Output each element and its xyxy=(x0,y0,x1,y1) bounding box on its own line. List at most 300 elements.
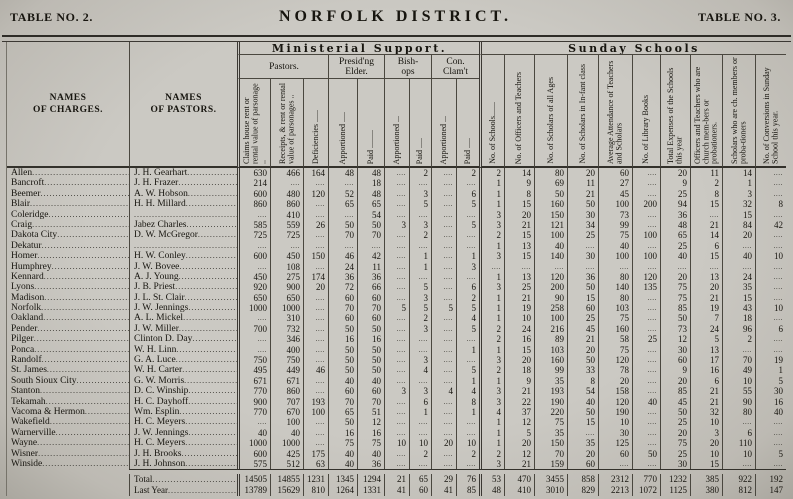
table-cell: .... xyxy=(237,262,270,272)
table-cell: 21 xyxy=(690,386,722,396)
table-cell: .... xyxy=(409,417,431,427)
table-cell: .... xyxy=(722,241,755,251)
table-cell: 8 xyxy=(456,397,479,407)
conference-statistics-table xyxy=(6,42,788,496)
dot-leader xyxy=(184,376,237,386)
vertical-label: Deficiencies ...... xyxy=(310,110,320,164)
table-cell: 72 xyxy=(328,282,357,292)
table-cell: 40 xyxy=(598,241,632,251)
table-cell: .... xyxy=(632,355,660,365)
charge-name-text: Wisner xyxy=(11,448,39,459)
table-cell: 40 xyxy=(722,251,755,261)
table-cell: 410 xyxy=(504,485,534,496)
table-cell: .... xyxy=(431,428,456,438)
vertical-label: Average Attendance of Teachers and Scholars xyxy=(606,60,624,164)
table-cell: 10 xyxy=(722,449,755,459)
charge-name-text: Ponca xyxy=(11,344,35,355)
charge-name-text: Pender xyxy=(11,323,38,334)
table-cell: 425 xyxy=(270,449,303,459)
pastor-name-text: G. W. Morris xyxy=(134,375,185,386)
table-cell: 15 xyxy=(722,293,755,303)
table-cell: 100 xyxy=(534,313,567,323)
col-header-ministerial-6 xyxy=(409,79,431,168)
pastor-name-text: J. H. Frazer xyxy=(134,178,179,189)
table-cell: .... xyxy=(431,459,456,469)
table-cell: 100 xyxy=(303,407,328,417)
table-cell: 33 xyxy=(567,365,598,375)
table-cell: 50 xyxy=(328,345,357,355)
charge-name xyxy=(7,251,129,261)
pastor-name-text: A. J. Young xyxy=(134,271,179,282)
table-cell: .... xyxy=(755,210,786,220)
pastor-name-text: Wm. Esplin xyxy=(134,406,180,417)
charge-name xyxy=(7,272,129,282)
table-cell: 3 xyxy=(409,324,431,334)
table-cell: 108 xyxy=(270,262,303,272)
table-cell: .... xyxy=(567,241,598,251)
table-cell: 50 xyxy=(357,345,384,355)
table-cell: 75 xyxy=(660,282,690,292)
charge-name-text: Warnerville xyxy=(11,427,56,438)
table-cell: 65 xyxy=(357,199,384,209)
table-cell: 120 xyxy=(534,272,567,282)
table-cell: 3 xyxy=(384,386,409,396)
table-cell: 43 xyxy=(722,303,755,313)
table-cell: .... xyxy=(456,230,479,240)
table-cell: 73 xyxy=(660,324,690,334)
pastors-header xyxy=(129,42,237,168)
table-cell: 10 xyxy=(598,417,632,427)
table-cell: 1 xyxy=(456,376,479,386)
table-cell: .... xyxy=(384,282,409,292)
charge-name-text: Oakland xyxy=(11,313,44,324)
table-cell: 6 xyxy=(456,189,479,199)
table-cell: .... xyxy=(632,241,660,251)
table-cell: .... xyxy=(632,293,660,303)
table-cell: 32 xyxy=(690,407,722,417)
table-cell: 3 xyxy=(479,386,504,396)
table-cell: 1000 xyxy=(270,438,303,448)
table-cell: 100 xyxy=(534,230,567,240)
table-cell: 36 xyxy=(567,272,598,282)
table-cell: 860 xyxy=(270,199,303,209)
pastor-name-text: J. H. Johnson xyxy=(134,458,186,469)
table-cell: .... xyxy=(431,417,456,427)
table-cell: .... xyxy=(431,293,456,303)
table-cell: 15 xyxy=(504,345,534,355)
table-cell: 30 xyxy=(598,428,632,438)
table-cell: 2 xyxy=(456,168,479,178)
table-cell: 3 xyxy=(479,397,504,407)
table-cell: .... xyxy=(456,459,479,469)
table-cell: 40 xyxy=(270,428,303,438)
dot-leader xyxy=(186,199,237,209)
table-cell: 2 xyxy=(690,178,722,188)
table-cell: .... xyxy=(384,241,409,251)
table-cell: .... xyxy=(409,334,431,344)
table-cell: 103 xyxy=(534,345,567,355)
table-cell: .... xyxy=(431,313,456,323)
pastor-name-text: J. W. Bovee xyxy=(134,261,180,272)
pastor-name xyxy=(129,407,237,417)
table-cell: 65 xyxy=(328,407,357,417)
table-cell: 89 xyxy=(534,334,567,344)
table-cell: 600 xyxy=(237,189,270,199)
table-cell: 920 xyxy=(237,282,270,292)
table-cell: 36 xyxy=(328,272,357,282)
table-cell: 21 xyxy=(504,386,534,396)
table-cell: .... xyxy=(632,313,660,323)
table-cell: 725 xyxy=(270,230,303,240)
table-cell: .... xyxy=(303,262,328,272)
table-cell: 18 xyxy=(722,313,755,323)
table-cell: 3 xyxy=(479,220,504,230)
table-cell: 25 xyxy=(632,334,660,344)
table-cell: 10 xyxy=(722,376,755,386)
table-cell: 85 xyxy=(660,386,690,396)
table-cell: .... xyxy=(303,345,328,355)
table-cell: .... xyxy=(384,449,409,459)
dot-leader xyxy=(192,334,237,344)
table-cell: 70 xyxy=(357,397,384,407)
pastor-name xyxy=(129,365,237,375)
pastor-name-text: A. L. Mickel xyxy=(134,313,184,324)
table-cell: 160 xyxy=(534,355,567,365)
table-cell: .... xyxy=(384,355,409,365)
table-cell: 175 xyxy=(303,449,328,459)
table-cell: 732 xyxy=(270,324,303,334)
table-cell: 21 xyxy=(567,334,598,344)
table-cell: 174 xyxy=(303,272,328,282)
table-cell: .... xyxy=(755,428,786,438)
table-cell: 13 xyxy=(504,241,534,251)
pastor-name-text: A. W. Hobson xyxy=(134,188,188,199)
table-cell: 60 xyxy=(328,293,357,303)
table-cell: .... xyxy=(384,230,409,240)
table-cell: 10 xyxy=(456,438,479,448)
dot-leader xyxy=(41,189,129,199)
table-cell: .... xyxy=(431,365,456,375)
table-cell: 18 xyxy=(357,178,384,188)
table-cell: 70 xyxy=(328,230,357,240)
table-cell: 193 xyxy=(534,386,567,396)
table-cell: 6 xyxy=(690,241,722,251)
table-cell: 54 xyxy=(357,210,384,220)
pastor-name xyxy=(129,282,237,292)
col-header-sunday-school-6 xyxy=(660,55,690,168)
table-cell: 5 xyxy=(690,334,722,344)
table-cell: 750 xyxy=(270,355,303,365)
table-cell: 1 xyxy=(456,345,479,355)
table-cell: 16 xyxy=(504,334,534,344)
table-cell: .... xyxy=(504,262,534,272)
charge-name xyxy=(7,282,129,292)
table-cell: 214 xyxy=(237,178,270,188)
col-header-ministerial-5 xyxy=(384,79,409,168)
charge-name xyxy=(7,199,129,209)
table-cell: 125 xyxy=(598,438,632,448)
dot-leader xyxy=(34,345,129,355)
table-cell: .... xyxy=(660,262,690,272)
charge-name xyxy=(7,459,129,469)
table-cell: .... xyxy=(722,459,755,469)
table-cell: .... xyxy=(598,459,632,469)
table-cell: 30 xyxy=(755,386,786,396)
table-cell: 2 xyxy=(479,230,504,240)
pastor-name xyxy=(129,313,237,323)
table-cell: 346 xyxy=(270,334,303,344)
table-cell: .... xyxy=(270,241,303,251)
table-cell: 5 xyxy=(409,303,431,313)
table-cell: 15 xyxy=(504,230,534,240)
table-cell: 1264 xyxy=(328,485,357,496)
table-cell: 48 xyxy=(660,220,690,230)
pastor-name xyxy=(129,449,237,459)
subgroup-header-line: Bish- xyxy=(397,56,419,67)
table-cell: 30 xyxy=(567,210,598,220)
table-cell: 20 xyxy=(598,376,632,386)
table-cell: .... xyxy=(431,407,456,417)
dot-leader xyxy=(32,220,129,230)
pastor-name xyxy=(129,397,237,407)
table-cell: 12 xyxy=(357,417,384,427)
table-cell: 75 xyxy=(598,345,632,355)
charge-name xyxy=(7,241,129,251)
table-cell: 20 xyxy=(567,168,598,178)
charge-name-text: Madison xyxy=(11,292,45,303)
table-cell: 900 xyxy=(270,282,303,292)
table-cell: .... xyxy=(690,210,722,220)
table-cell: 1232 xyxy=(660,474,690,485)
table-cell: 63 xyxy=(303,459,328,469)
table-cell: 96 xyxy=(722,324,755,334)
charges-header-line: OF CHARGES. xyxy=(32,105,104,115)
table-cell: 30 xyxy=(567,251,598,261)
table-cell: 650 xyxy=(237,293,270,303)
dot-leader xyxy=(42,459,129,469)
vertical-label: Apportioned ... xyxy=(391,115,401,164)
table-cell: 75 xyxy=(534,417,567,427)
table-cell: 4 xyxy=(431,386,456,396)
dot-leader xyxy=(37,251,129,261)
table-cell: 900 xyxy=(237,397,270,407)
dot-leader xyxy=(48,210,129,220)
table-cell: 10 xyxy=(384,438,409,448)
table-cell: 4 xyxy=(479,407,504,417)
table-cell: 21 xyxy=(504,220,534,230)
table-cell: 73 xyxy=(598,210,632,220)
table-cell: .... xyxy=(431,210,456,220)
table-cell: 15 xyxy=(690,251,722,261)
table-cell: 671 xyxy=(270,376,303,386)
charge-name-text: Kennard xyxy=(11,271,44,282)
table-cell: 14 xyxy=(504,168,534,178)
charge-name-text: Beemer xyxy=(11,188,41,199)
table-cell: 1 xyxy=(479,303,504,313)
table-cell: .... xyxy=(328,178,357,188)
table-cell: 670 xyxy=(270,407,303,417)
table-cell: .... xyxy=(632,168,660,178)
vertical-label: Claims house rent or rental value of parsonage .. xyxy=(241,83,268,164)
table-cell: 1331 xyxy=(357,485,384,496)
table-cell: 40 xyxy=(660,251,690,261)
table-cell: .... xyxy=(456,210,479,220)
charge-name xyxy=(7,428,129,438)
table-cell: 21 xyxy=(504,293,534,303)
dot-leader xyxy=(179,262,237,272)
table-cell: 24 xyxy=(722,272,755,282)
table-cell: .... xyxy=(456,334,479,344)
charge-name xyxy=(7,334,129,344)
table-cell: 75 xyxy=(328,438,357,448)
table-cell: 8 xyxy=(755,199,786,209)
table-cell: 19 xyxy=(690,303,722,313)
pastor-name-text: Jabez Charles xyxy=(134,219,187,230)
table-cell: .... xyxy=(632,220,660,230)
pastor-name-text: H. H. Millard xyxy=(134,199,186,210)
table-cell: 48 xyxy=(479,485,504,496)
table-cell: 45 xyxy=(598,189,632,199)
dot-leader xyxy=(179,272,237,282)
table-cell: 70 xyxy=(722,355,755,365)
table-cell: 70 xyxy=(357,303,384,313)
table-cell: 10 xyxy=(755,303,786,313)
table-cell: .... xyxy=(409,345,431,355)
dot-leader xyxy=(50,417,129,427)
table-cell: 52 xyxy=(328,189,357,199)
table-cell: 60 xyxy=(409,485,431,496)
table-cell: .... xyxy=(384,324,409,334)
table-cell: .... xyxy=(456,272,479,282)
table-cell: 2 xyxy=(479,334,504,344)
table-cell: 110 xyxy=(722,438,755,448)
table-cell: 50 xyxy=(328,355,357,365)
table-cell: 140 xyxy=(598,282,632,292)
table-cell: 66 xyxy=(357,282,384,292)
subgroup-header-line: Presid'ng xyxy=(339,56,374,67)
vertical-label: Paid ..... xyxy=(462,137,472,164)
ministerial-support-group-title: Ministerial Support. xyxy=(237,42,479,55)
table-cell: 25 xyxy=(660,449,690,459)
table-cell: .... xyxy=(431,282,456,292)
table-cell: .... xyxy=(755,282,786,292)
vertical-label: Apportioned ..... xyxy=(337,111,347,164)
table-cell: 20 xyxy=(660,376,690,386)
dot-leader xyxy=(198,230,237,240)
table-cell: 41 xyxy=(384,485,409,496)
pastor-name-text: D. C. Winship xyxy=(134,386,189,397)
table-cell: 12 xyxy=(504,449,534,459)
table-cell: .... xyxy=(237,241,270,251)
dot-leader xyxy=(76,376,129,386)
charge-name-text: Craig xyxy=(11,219,33,230)
table-cell: 90 xyxy=(534,293,567,303)
table-cell: 76 xyxy=(456,474,479,485)
table-cell: 99 xyxy=(598,220,632,230)
dot-leader xyxy=(179,407,237,417)
table-cell: .... xyxy=(431,220,456,230)
district-title: NORFOLK DISTRICT. xyxy=(278,8,513,25)
table-cell: 20 xyxy=(722,230,755,240)
table-cell: 45 xyxy=(567,324,598,334)
charge-name-text: Allen xyxy=(11,168,33,178)
table-cell: 3 xyxy=(479,459,504,469)
table-cell: 85 xyxy=(660,303,690,313)
table-cell: 5 xyxy=(456,365,479,375)
table-cell: 37 xyxy=(504,407,534,417)
table-cell: 216 xyxy=(534,324,567,334)
table-cell: .... xyxy=(303,303,328,313)
pastor-name-text: J. L. St. Clair xyxy=(134,292,185,303)
table-cell: 65 xyxy=(409,474,431,485)
table-cell: .... xyxy=(632,407,660,417)
charge-name xyxy=(7,345,129,355)
table-cell: 75 xyxy=(598,313,632,323)
table-cell: 21 xyxy=(690,293,722,303)
dot-leader xyxy=(30,199,129,209)
pastor-name xyxy=(129,230,237,240)
dot-leader xyxy=(152,474,237,485)
table-cell: 30 xyxy=(660,345,690,355)
pastor-name xyxy=(129,355,237,365)
dot-leader xyxy=(188,303,237,313)
table-cell: 8 xyxy=(504,189,534,199)
table-cell: 12 xyxy=(660,334,690,344)
table-cell: 15 xyxy=(504,251,534,261)
table-cell: 15 xyxy=(722,210,755,220)
table-cell: 84 xyxy=(722,220,755,230)
table-cell: .... xyxy=(722,417,755,427)
table-cell: 35 xyxy=(722,282,755,292)
table-cell: 40 xyxy=(534,241,567,251)
dot-leader xyxy=(34,282,129,292)
table-cell: 220 xyxy=(534,407,567,417)
table-cell: 20 xyxy=(660,428,690,438)
table-cell: .... xyxy=(755,230,786,240)
table-cell: 160 xyxy=(598,324,632,334)
table-cell: .... xyxy=(456,428,479,438)
table-cell: 21 xyxy=(690,220,722,230)
table-cell: 50 xyxy=(567,355,598,365)
table-cell: 11 xyxy=(357,262,384,272)
table-cell: 42 xyxy=(755,220,786,230)
double-rule xyxy=(2,35,791,42)
table-cell: 58 xyxy=(598,334,632,344)
table-cell: 99 xyxy=(534,365,567,375)
table-cell: 1 xyxy=(722,178,755,188)
table-cell: 200 xyxy=(534,282,567,292)
table-cell: 18 xyxy=(504,365,534,375)
table-cell: 120 xyxy=(303,189,328,199)
charge-name xyxy=(7,210,129,220)
charge-name-text: Vacoma & Hermon xyxy=(11,406,85,417)
dot-leader xyxy=(176,355,237,365)
table-cell: 34 xyxy=(567,220,598,230)
table-cell: 35 xyxy=(567,438,598,448)
table-cell: 6 xyxy=(456,282,479,292)
charge-name-text: Wakefield xyxy=(11,417,50,428)
vertical-label: Total Expenses of the Schools this year xyxy=(666,67,684,164)
dot-leader xyxy=(41,303,129,313)
table-cell: .... xyxy=(722,262,755,272)
table-cell: 32 xyxy=(722,199,755,209)
table-cell: 1 xyxy=(479,428,504,438)
table-cell: 70 xyxy=(328,397,357,407)
table-cell: 385 xyxy=(690,474,722,485)
table-cell: 1000 xyxy=(270,303,303,313)
table-cell: 36 xyxy=(357,459,384,469)
table-cell: 80 xyxy=(598,272,632,282)
